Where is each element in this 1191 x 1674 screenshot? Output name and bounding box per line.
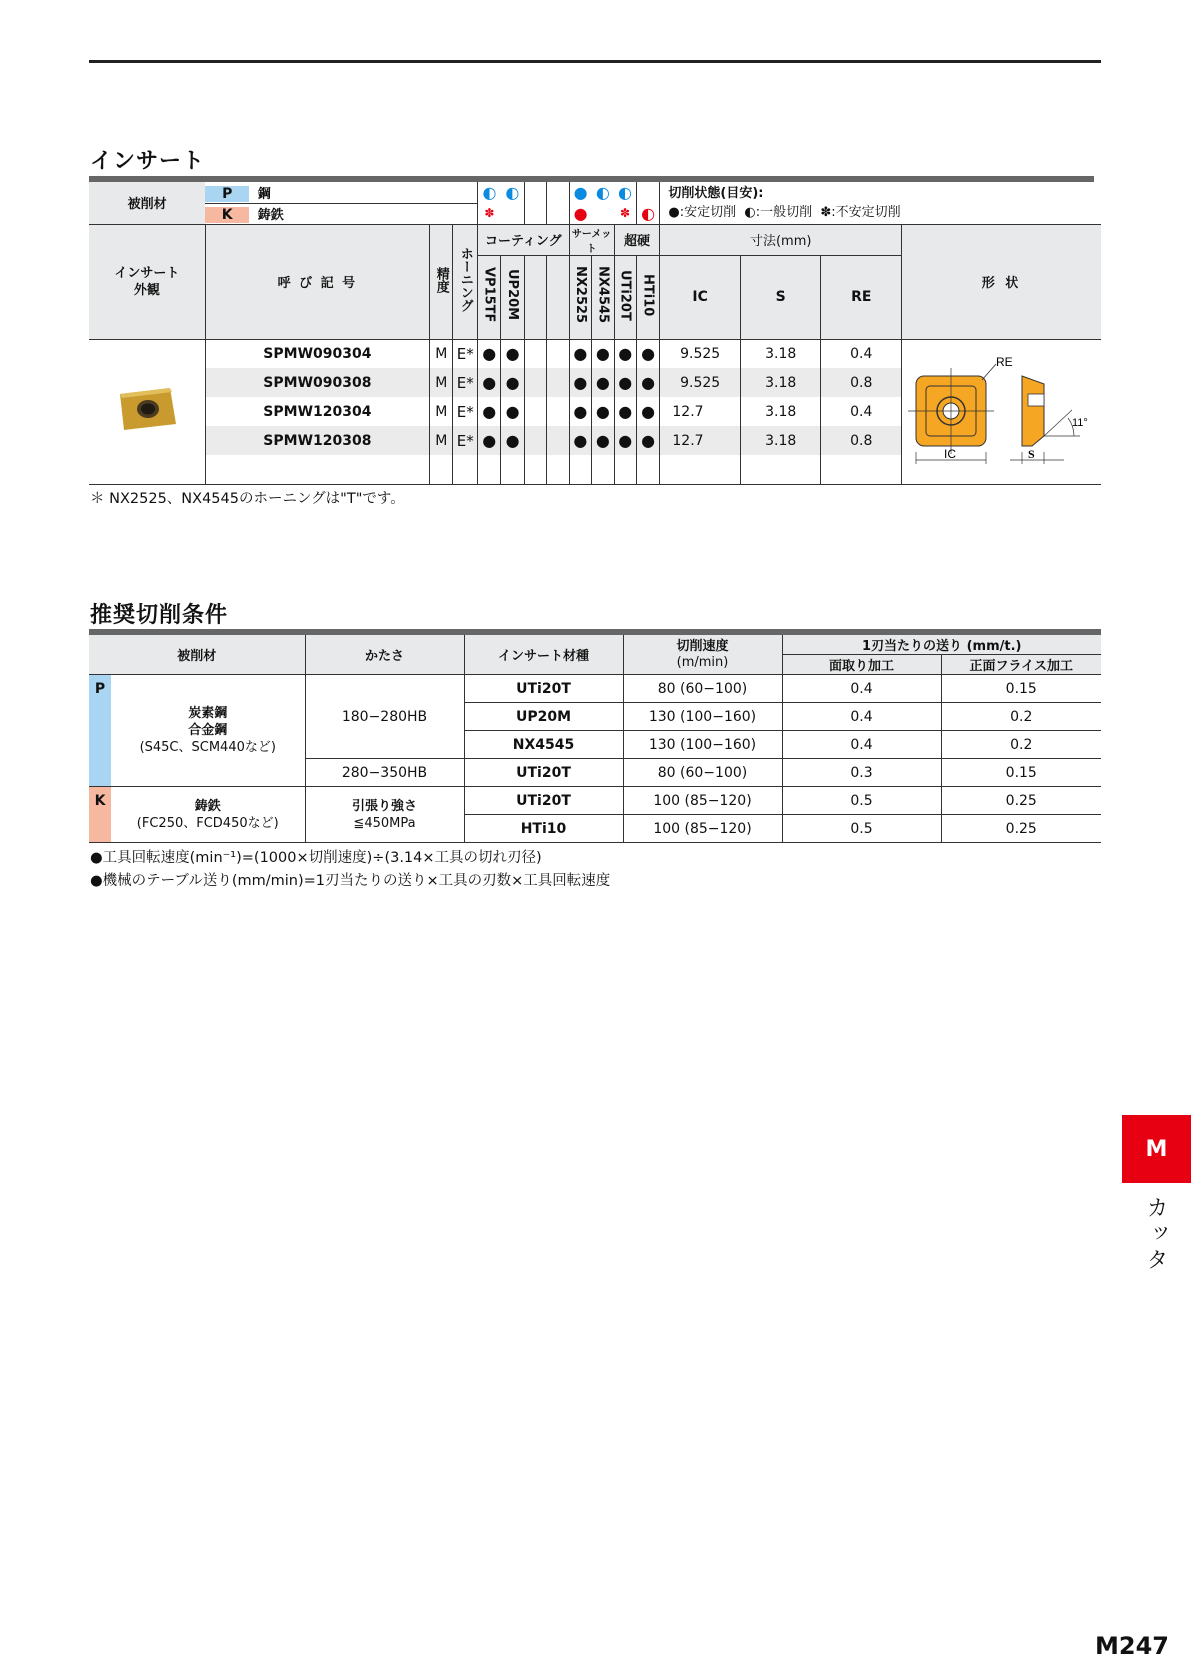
- group-k-hardness: 引張り強さ ≦450MPa: [305, 787, 464, 843]
- page-number: M247: [1095, 1632, 1169, 1660]
- group-k-code: K: [89, 787, 111, 843]
- table-row: SPMW090304 M E* ● ● ● ● ● ● 9.525 3.18 0.4 RE IC S 11°: [89, 339, 1101, 368]
- unstable-cutting-icon: ✽: [619, 206, 630, 221]
- hardness: 280−350HB: [305, 759, 464, 787]
- stock-mark: ●: [592, 339, 614, 368]
- col-ic: IC: [660, 255, 741, 339]
- conditions-section-title: 推奨切削条件: [90, 603, 229, 628]
- table-row: 280−350HB UTi20T 80 (60−100) 0.3 0.15: [89, 759, 1101, 787]
- general-cutting-icon: ●: [573, 183, 588, 202]
- shape-label-s: S: [1028, 446, 1035, 461]
- general-cutting-icon: ◐: [617, 183, 632, 202]
- legend: [660, 182, 1101, 224]
- section-tab[interactable]: M: [1122, 1115, 1191, 1183]
- col-precision: 精度: [430, 224, 453, 339]
- stock-mark: ●: [636, 339, 659, 368]
- material-k-row: [205, 203, 477, 224]
- group-p-code: P: [89, 675, 111, 787]
- conditions-table: [89, 635, 1101, 843]
- stock-mark: ●: [569, 339, 591, 368]
- group-k-material: 鋳鉄 (FC250、FCD450など): [111, 787, 305, 843]
- group-coating: コーティング: [477, 224, 569, 255]
- general-cutting-icon: ◐: [482, 183, 497, 202]
- table-row: HTi10 100 (85−120) 0.5 0.25: [89, 815, 1101, 843]
- insert-photo: [89, 339, 205, 484]
- group-p-material: 炭素鋼 合金鋼 (S45C、SCM440など): [111, 675, 305, 787]
- designation: SPMW090308: [205, 368, 429, 397]
- table-row: P 炭素鋼 合金鋼 (S45C、SCM440など) 180−280HB UTi20T 80 (60−100) 0.4 0.15: [89, 675, 1101, 703]
- work-material-label: 被削材: [89, 182, 205, 224]
- grade-vp15tf: VP15TF: [477, 255, 500, 339]
- formula-note-1: ●工具回転速度(min⁻¹)=(1000×切削速度)÷(3.14×工具の切れ刃径): [90, 850, 542, 866]
- unstable-cutting-icon: ✽: [484, 206, 495, 221]
- col-shape: 形 状: [902, 224, 1101, 339]
- stock-mark: ●: [501, 339, 524, 368]
- designation: SPMW120308: [205, 426, 429, 455]
- designation: SPMW090304: [205, 339, 429, 368]
- col-appearance: インサート 外観: [89, 224, 205, 339]
- grade-nx4545: NX4545: [592, 255, 614, 339]
- col-re: RE: [821, 255, 902, 339]
- stable-cutting-icon: ●: [573, 203, 588, 223]
- shape-label-ic: IC: [944, 446, 956, 461]
- stock-mark: ●: [477, 339, 500, 368]
- insert-table: [89, 182, 1101, 485]
- h-grade: インサート材種: [464, 635, 623, 675]
- section-tab-label: カッタ: [1143, 1196, 1168, 1274]
- formula-note-2: ●機械のテーブル送り(mm/min)=1刃当たりの送り×工具の刃数×工具回転速度: [90, 873, 611, 889]
- general-cutting-icon: ◐: [505, 183, 520, 202]
- legend-title: 切削状態(目安):: [668, 185, 764, 201]
- col-s: S: [740, 255, 821, 339]
- grade-uti20t: UTi20T: [614, 255, 636, 339]
- designation: SPMW120304: [205, 397, 429, 426]
- shape-drawing: [902, 339, 1101, 484]
- grade-nx2525: NX2525: [569, 255, 591, 339]
- dimension-label: 寸法(mm): [660, 224, 902, 255]
- h-material: 被削材: [89, 635, 305, 675]
- shape-label-angle: 11°: [1072, 416, 1088, 429]
- general-cutting-icon: ◐: [641, 203, 656, 223]
- insert-footnote: ＊ NX2525、NX4545のホーニングは"T"です。: [90, 491, 405, 507]
- material-p-row: [205, 182, 477, 203]
- legend-unstable: ✽:不安定切削: [820, 204, 901, 220]
- grade-up20m: UP20M: [501, 255, 524, 339]
- material-k-code: K: [205, 207, 249, 223]
- general-cutting-icon: ◐: [595, 183, 610, 202]
- h-feed-chamfer: 面取り加工: [782, 655, 941, 675]
- legend-stable: ●:安定切削: [668, 204, 737, 220]
- stock-mark: ●: [614, 339, 636, 368]
- top-rule: [89, 60, 1101, 63]
- table-row: NX4545 130 (100−160) 0.4 0.2: [89, 731, 1101, 759]
- col-designation: 呼 び 記 号: [205, 224, 429, 339]
- group-cermet: サーメット: [569, 224, 614, 255]
- material-p-code: P: [205, 186, 249, 202]
- h-speed: 切削速度 (m/min): [623, 635, 782, 675]
- h-hardness: かたさ: [305, 635, 464, 675]
- material-p-name: 鋼: [257, 186, 271, 202]
- legend-general: ◐:一般切削: [744, 204, 813, 220]
- shape-label-re: RE: [996, 354, 1013, 369]
- table-row: SPMW120304 M E* ● ● ● ● ● ● 12.7 3.18 0.4: [89, 397, 1101, 426]
- h-feed: 1刃当たりの送り (mm/t.): [782, 635, 1101, 655]
- material-k-name: 鋳鉄: [257, 208, 284, 223]
- shape-drawing-icon: [904, 340, 1099, 480]
- table-row: SPMW120308 M E* ● ● ● ● ● ● 12.7 3.18 0.8: [89, 426, 1101, 455]
- table-row: K 鋳鉄 (FC250、FCD450など) 引張り強さ ≦450MPa UTi20T 100 (85−120) 0.5 0.25: [89, 787, 1101, 815]
- hardness: 180−280HB: [305, 675, 464, 759]
- h-feed-face: 正面フライス加工: [941, 655, 1101, 675]
- insert-photo-icon: [112, 380, 182, 440]
- group-carbide: 超硬: [614, 224, 660, 255]
- grade-hti10: HTi10: [636, 255, 659, 339]
- insert-section-title: インサート: [90, 149, 206, 174]
- col-honing: ホーニング: [453, 224, 477, 339]
- table-row: SPMW090308 M E* ● ● ● ● ● ● 9.525 3.18 0.8: [89, 368, 1101, 397]
- table-row: UP20M 130 (100−160) 0.4 0.2: [89, 703, 1101, 731]
